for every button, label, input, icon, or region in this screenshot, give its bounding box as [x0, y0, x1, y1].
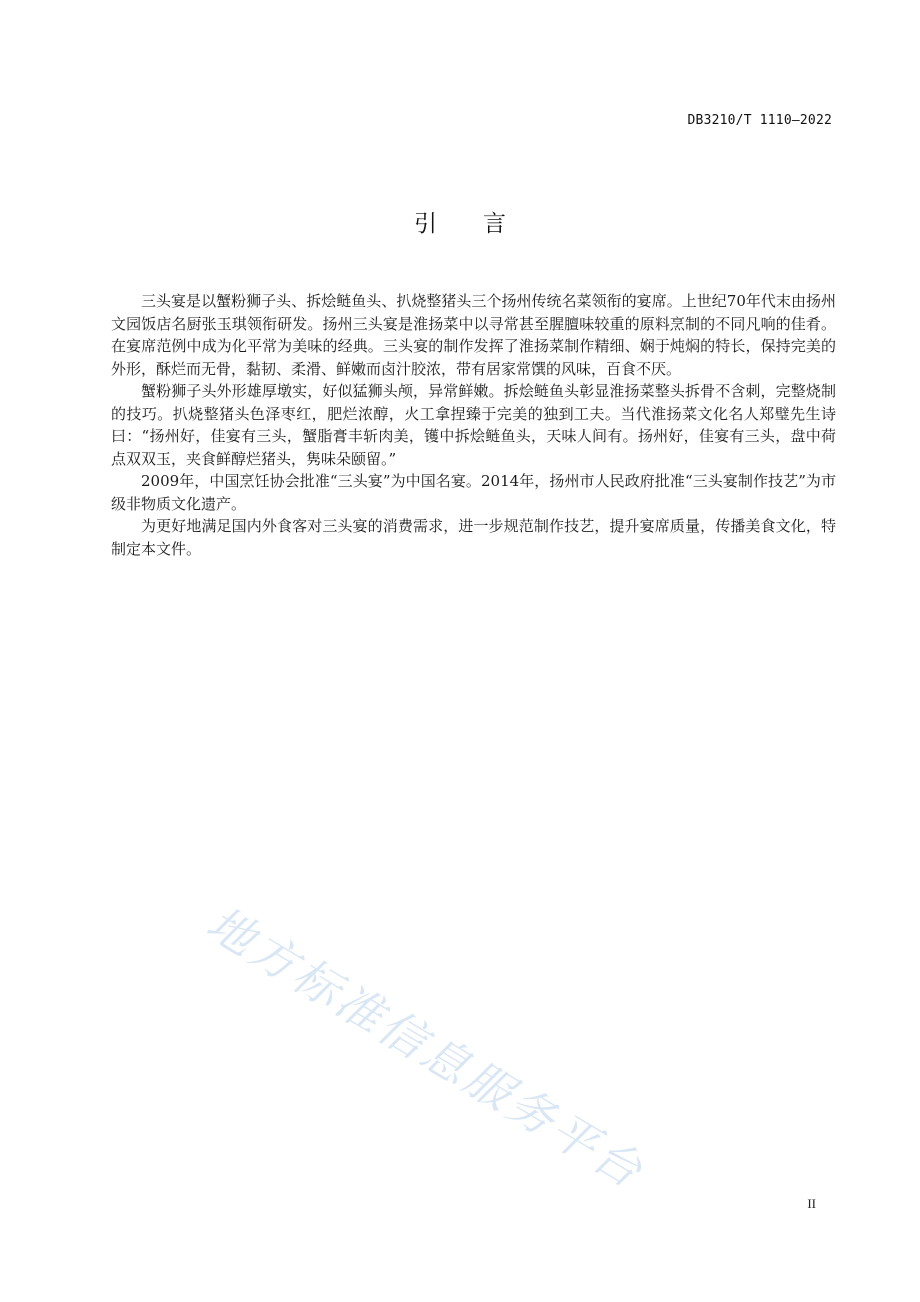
page-number: II — [807, 1196, 816, 1211]
document-code: DB3210/T 1110—2022 — [687, 113, 832, 128]
section-heading: 引言 — [414, 211, 552, 237]
body-text — [111, 290, 836, 560]
paragraph-purpose: 为更好地满足国内外食客对三头宴的消费需求，进一步规范制作技艺，提升宴席质量，传播美食文化，特制定本文件。 — [111, 517, 836, 558]
paragraph-dishes: 蟹粉狮子头外形雄厚墩实，好似猛狮头颅，异常鲜嫩。拆烩鲢鱼头彰显淮扬菜整头拆骨不含刺，完整烧制的技巧。扒烧整猪头色泽枣红，肥烂浓醇，火工拿捏臻于完美的独到工夫。当代淮扬菜文化名人郑璧先生诗曰：“扬州好，佳宴有三头，蟹脂膏丰斩肉美，镬中拆烩鲢鱼头，天味人间有。扬州好，佳宴有三头，盘中荷点双双玉，夹食鲜醇烂猪头，隽味朵颐留。” — [111, 382, 836, 468]
watermark: 地方标准信息服务平台 — [197, 895, 654, 1200]
paragraph-intro: 三头宴是以蟹粉狮子头、拆烩鲢鱼头、扒烧整猪头三个扬州传统名菜领衔的宴席。上世纪70年代末由扬州文园饭店名厨张玉琪领衔研发。扬州三头宴是淮扬菜中以寻常甚至腥膻味较重的原料烹制的不同凡响的佳肴。在宴席范例中成为化平常为美味的经典。三头宴的制作发挥了淮扬菜制作精细、娴于炖焖的特长，保持完美的外形，酥烂而无骨，黏韧、柔滑、鲜嫩而卤汁胶浓，带有居家常馔的风味，百食不厌。 — [111, 292, 836, 378]
paragraph-recognition: 2009年，中国烹饪协会批准“三头宴”为中国名宴。2014年，扬州市人民政府批准“三头宴制作技艺”为市级非物质文化遗产。 — [111, 472, 836, 513]
